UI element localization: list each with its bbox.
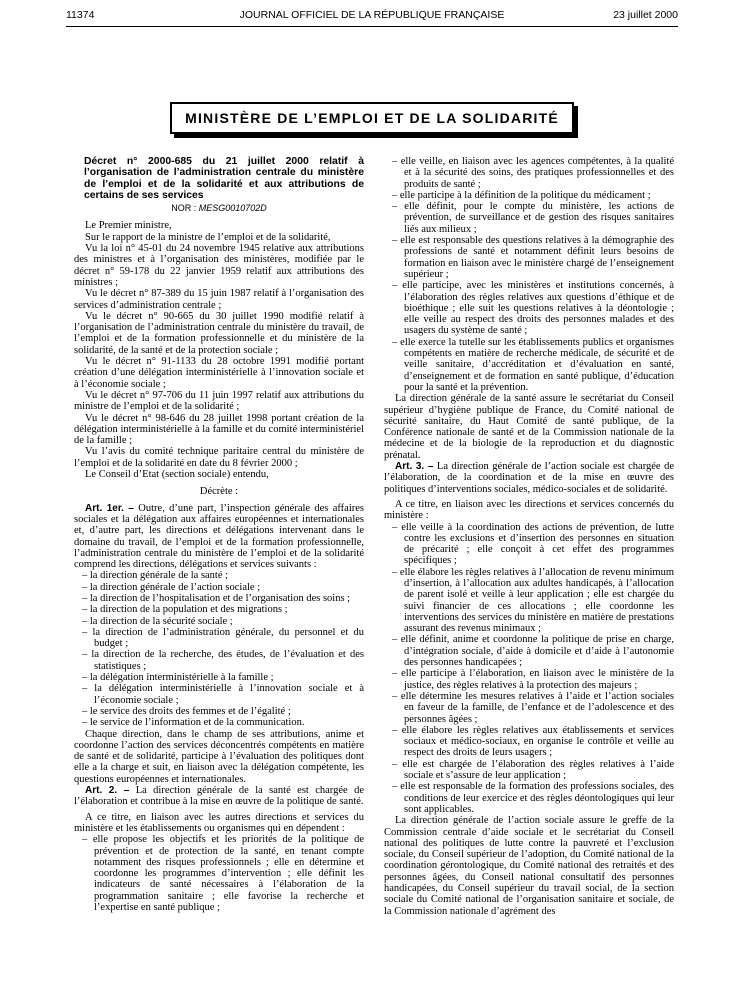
list-item: – elle est responsable de la formation des professions sociales, des conditions de leur exercice et des règles déontologiques qui leur sont applicables. (384, 781, 674, 815)
visa-paragraph: Le Conseil d’Etat (section sociale) entendu, (85, 469, 269, 481)
visa-paragraph: Vu le décret n° 87-389 du 15 juin 1987 relatif à l’organisation des services d’administration centrale ; (74, 288, 364, 311)
article-2-list (74, 834, 364, 913)
decrete-heading: Décrète : (199, 486, 239, 498)
body-paragraph: La direction générale de la santé assure le secrétariat du Conseil supérieur d’hygiène publique de France, du Comité national de sécurité sanitaire, du Haut Comité de santé publique, de la Conférence nationale de santé et de la Commission nationale de la médecine et de la biologie de la reproduction et du diagnostic prénatal. (384, 393, 674, 461)
list-item: – elle est responsable des questions relatives à la démographie des professions de santé et notamment définit leurs besoins de formation en liaison avec le ministère chargé de l’enseignement supérieur ; (384, 235, 674, 280)
article-1-list (74, 570, 364, 728)
visa-paragraph: Sur le rapport de la ministre de l’emploi et de la solidarité, (85, 231, 331, 243)
list-item: – elle détermine les mesures relatives à l’aide et l’action sociales en faveur de la famille, de l’enfance et de l’adolescence et des personnes âgées ; (384, 691, 674, 725)
article-2-list-continued (384, 156, 674, 393)
visa-paragraph: Vu le décret n° 97-706 du 11 juin 1997 relatif aux attributions du ministre de l’emploi et de la solidarité ; (74, 389, 364, 413)
visa-paragraph: Vu le décret n° 98-646 du 28 juillet 1998 portant création de la délégation interministérielle à la famille et du comité interministériel de la famille ; (74, 412, 364, 447)
list-item: – la direction générale de la santé ; (74, 570, 364, 581)
visa-paragraph: Vu l’avis du comité technique paritaire central du ministère de l’emploi et de la solidarité en date du 8 février 2000 ; (74, 446, 364, 469)
nor-label: NOR : (171, 203, 197, 214)
journal-title: JOURNAL OFFICIEL DE LA RÉPUBLIQUE FRANÇAISE (239, 9, 505, 21)
body-paragraph: A ce titre, en liaison avec les autres directions et services du ministère et les établissements ou organismes qui en dépendent : (74, 811, 364, 834)
article-2 (74, 785, 364, 808)
visa-paragraph: Vu le décret n° 90-665 du 30 juillet 1990 modifié relatif à l’organisation de l’administration centrale du ministère du travail, de l’emploi et de la formation professionnelle et du ministère de la solidarité, de la santé et de la protection sociale ; (74, 310, 364, 356)
list-item: – la direction de la population et des migrations ; (74, 604, 364, 615)
nor-reference (74, 203, 364, 214)
left-column (74, 156, 364, 966)
nor-code: MESG0010702D (198, 203, 267, 214)
body-paragraph: A ce titre, en liaison avec les directions et services concernés du ministère : (384, 498, 674, 522)
page-number: 11374 (66, 9, 95, 21)
article-1-text: Outre, d’une part, l’inspection générale des affaires sociales et la délégation aux affaires européennes et internationales et, d’autre part, les directions et délégations intervenant dans le domaine du travail, de l’emploi et de la formation professionnelle, l’administration centrale du ministère de l’emploi et de la solidarité comprend les directions, délégations et services suivants : (74, 502, 364, 571)
list-item: – elle participe à la définition de la politique du médicament ; (384, 190, 674, 201)
page-header (66, 7, 678, 25)
list-item: – la direction de l’hospitalisation et de l’organisation des soins ; (74, 593, 364, 604)
list-item: – la direction de la sécurité sociale ; (74, 616, 364, 627)
body-paragraph: Chaque direction, dans le champ de ses attributions, anime et coordonne l’action des services déconcentrés compétents en matière de santé et de solidarité, participe à l’évaluation des politiques dont elle a la charge et suit, en liaison avec la délégation compétente, les questions européennes et internationales. (74, 728, 364, 785)
decree-title: Décret n° 2000-685 du 21 juillet 2000 relatif à l’organisation de l’administration centrale du ministère de l’emploi et de la solidarité et aux attributions de certains de ses services (84, 156, 364, 201)
list-item: – la direction de l’administration générale, du personnel et du budget ; (74, 627, 364, 650)
list-item: – elle veille, en liaison avec les agences compétentes, à la qualité et à la sécurité des soins, des pratiques professionnelles et des produits de santé ; (384, 156, 674, 190)
visa-paragraph: Le Premier ministre, (85, 220, 172, 232)
article-3-text: La direction générale de l’action sociale est chargée de l’élaboration, de la coordination et de la mise en œuvre des politiques d’interventions sociales, médico-sociales et de solidarité. (384, 461, 674, 495)
visa-paragraph: Vu le décret n° 91-1133 du 28 octobre 1991 modifié portant création d’une délégation interministérielle à l’innovation sociale et à l’économie sociale ; (74, 356, 364, 390)
list-item: – elle participe à l’élaboration, en liaison avec le ministère de la justice, des règles relatives à la protection des majeurs ; (384, 668, 674, 691)
list-item: – elle propose les objectifs et les priorités de la politique de prévention et de protection de la santé, en tenant compte notamment des risques professionnels ; elle en détermine et coordonne les programmes d’intervention ; elle définit les indicateurs de santé nécessaires à l’élaboration de la programmation sanitaire ; elle favorise la recherche et l’expertise en santé publique ; (74, 834, 364, 913)
list-item: – elle définit, pour le compte du ministère, les actions de prévention, de surveillance et de gestion des risques sanitaires liés aux milieux ; (384, 201, 674, 235)
article-3 (384, 461, 674, 495)
list-item: – elle exerce la tutelle sur les établissements publics et organismes compétents en matière de recherche médicale, de sécurité et de veille sanitaire, d’accréditation et d’évaluation en santé, d’enseignement et de formation en santé publique, d’éducation pour la santé et la prévention. (384, 337, 674, 393)
article-3-list (384, 522, 674, 816)
article-1-label: Art. 1er. – (85, 502, 134, 514)
list-item: – elle participe, avec les ministères et institutions concernés, à l’élaboration des règles relatives aux questions d’éthique et de bioéthique ; elle suit les questions relatives à la déontologie ; elle veille au respect des droits des personnes malades et des usagers du système de santé ; (384, 280, 674, 336)
article-2-text: La direction générale de la santé est chargée de l’élaboration et contribue à la mise en œuvre de la politique de santé. (74, 785, 364, 808)
article-2-label: Art. 2. – (85, 785, 130, 797)
list-item: – elle élabore les règles relatives aux établissements et services sociaux et médico-sociaux, en organise le contrôle et veille au respect des droits de leurs usagers ; (384, 725, 674, 759)
publication-date: 23 juillet 2000 (613, 9, 678, 21)
ministry-title: MINISTÈRE DE L’EMPLOI ET DE LA SOLIDARITÉ (185, 110, 559, 126)
list-item: – elle définit, anime et coordonne la politique de prise en charge, d’intégration sociale, d’aide à domicile et d’aide à l’autonomie des personnes handicapées ; (384, 634, 674, 668)
ministry-title-box (170, 102, 574, 134)
list-item: – le service des droits des femmes et de l’égalité ; (74, 706, 364, 717)
list-item: – elle est chargée de l’élaboration des règles relatives à l’aide sociale et s’assure de leur application ; (384, 759, 674, 782)
list-item: – elle élabore les règles relatives à l’allocation de revenu minimum d’insertion, à l’allocation aux adultes handicapés, à l’allocation de parent isolé et veille à leur application ; elle est chargée du suivi financier de ces allocations ; elle coordonne les interventions des services du ministère en matière de prestations assurant des revenus minimaux ; (384, 567, 674, 635)
right-column (384, 156, 674, 966)
list-item: – la délégation interministérielle à l’innovation sociale et à l’économie sociale ; (74, 683, 364, 706)
header-rule (66, 26, 678, 27)
list-item: – elle veille à la coordination des actions de prévention, de lutte contre les exclusions et d’insertion des personnes en situation de précarité ; elle conçoit à cet effet des programmes spécifiques ; (384, 522, 674, 567)
list-item: – le service de l’information et de la communication. (74, 717, 364, 728)
list-item: – la délégation interministérielle à la famille ; (74, 672, 364, 683)
visa-paragraph: Vu la loi n° 45-01 du 24 novembre 1945 relative aux attributions des ministres et à l’organisation des ministères, modifiée par le décret n° 59-178 du 22 janvier 1959 relatif aux attributions des ministres ; (74, 243, 364, 288)
body-paragraph: La direction générale de l’action sociale assure le greffe de la Commission centrale d’aide sociale et le secrétariat du Conseil national des politiques de lutte contre la pauvreté et l’exclusion sociale, du Conseil supérieur de l’adoption, du Comité national de la coordination gérontologique, du Comité national des retraités et des personnes âgées, du Conseil national consultatif des personnes handicapées, du Conseil supérieur du travail social, de la section sociale du Comité national de l’organisation sanitaire et sociale, de la Commission nationale d’agrément des (384, 815, 674, 917)
list-item: – la direction de la recherche, des études, de l’évaluation et des statistiques ; (74, 649, 364, 672)
article-1 (74, 503, 364, 571)
article-3-label: Art. 3. – (395, 461, 434, 473)
list-item: – la direction générale de l’action sociale ; (74, 582, 364, 593)
